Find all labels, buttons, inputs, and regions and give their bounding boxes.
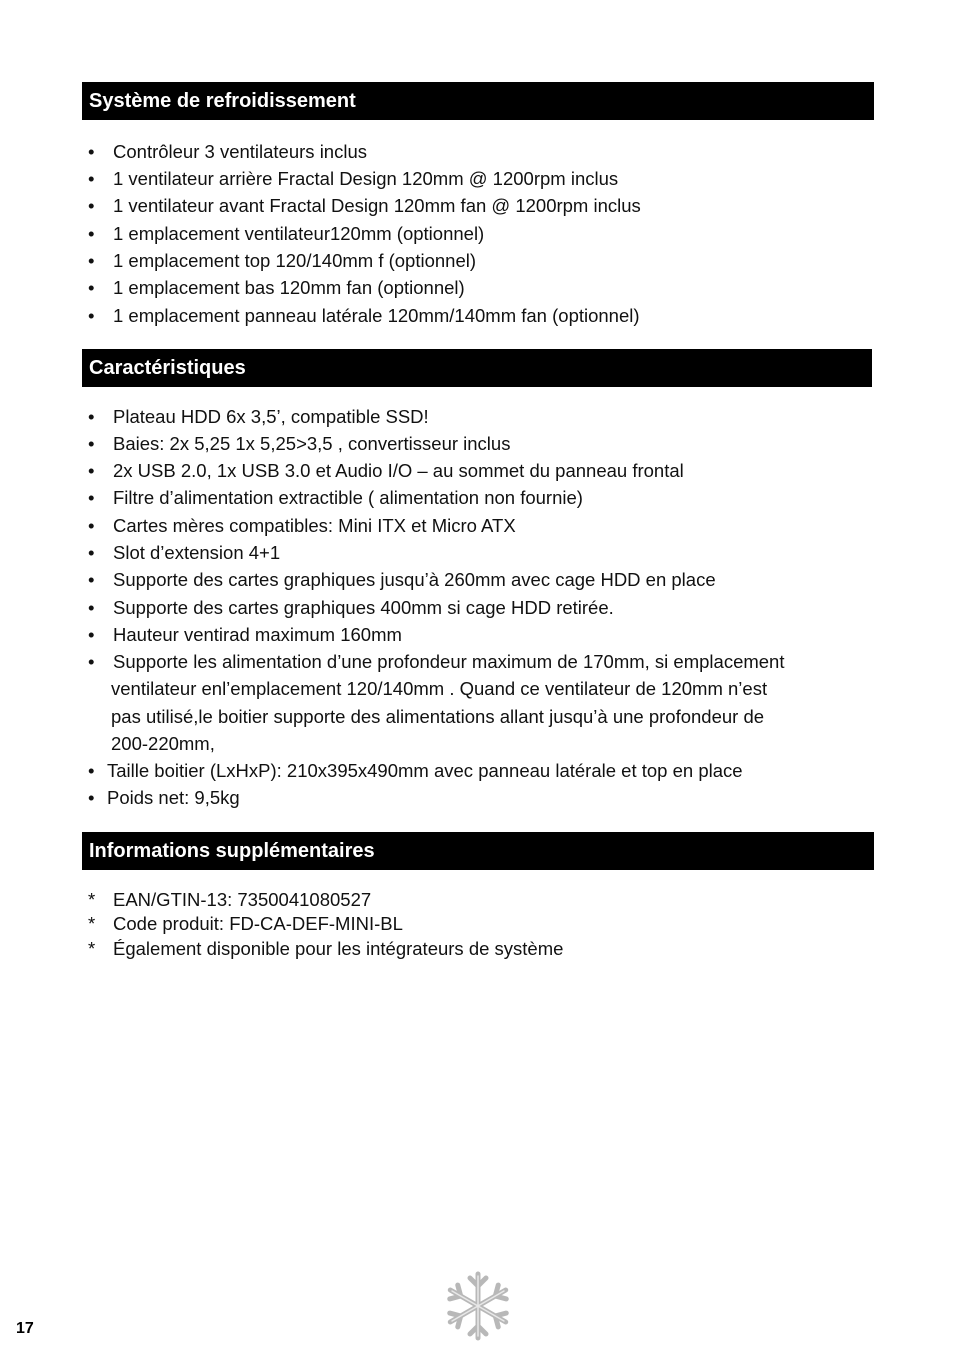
- list-item-continuation: 200-220mm,: [111, 733, 215, 754]
- list-item-text: Taille boitier (LxHxP): 210x395x490mm avec panneau latérale et top en place: [107, 760, 743, 781]
- list-item-text: 1 emplacement bas 120mm fan (optionnel): [113, 277, 465, 298]
- bullet: •: [88, 305, 95, 326]
- list-item-text: EAN/GTIN-13: 7350041080527: [113, 889, 372, 910]
- bullet: •: [88, 460, 95, 481]
- star-bullet: *: [88, 938, 96, 959]
- list-item-text: Cartes mères compatibles: Mini ITX et Micro ATX: [113, 515, 516, 536]
- bullet: •: [88, 624, 95, 645]
- list-item-text: 1 ventilateur arrière Fractal Design 120mm @ 1200rpm inclus: [113, 168, 619, 189]
- list-item-text: Plateau HDD 6x 3,5’, compatible SSD!: [113, 406, 429, 427]
- list-item-text: Également disponible pour les intégrateurs de système: [113, 938, 564, 959]
- bullet: •: [88, 433, 95, 454]
- list-item-text: Filtre d’alimentation extractible ( alimentation non fournie): [113, 487, 583, 508]
- bullet: •: [88, 223, 95, 244]
- bullet: •: [88, 487, 95, 508]
- list-item-text: Code produit: FD-CA-DEF-MINI-BL: [113, 913, 403, 934]
- page-number: 17: [16, 1320, 34, 1337]
- list-item-text: 1 emplacement top 120/140mm f (optionnel): [113, 250, 477, 271]
- star-bullet: *: [88, 889, 96, 910]
- list-item-text: Supporte les alimentation d’une profondeur maximum de 170mm, si emplacement: [113, 651, 785, 672]
- list-item-text: Supporte des cartes graphiques 400mm si cage HDD retirée.: [113, 597, 614, 618]
- bullet: •: [88, 787, 95, 808]
- list-item-text: Baies: 2x 5,25 1x 5,25>3,5 , convertisseur inclus: [113, 433, 511, 454]
- section-header-info: Informations supplémentaires: [82, 832, 874, 870]
- bullet: •: [88, 569, 95, 590]
- list-item-text: Contrôleur 3 ventilateurs inclus: [113, 141, 367, 162]
- bullet: •: [88, 195, 95, 216]
- list-item-text: 2x USB 2.0, 1x USB 3.0 et Audio I/O – au sommet du panneau frontal: [113, 460, 684, 481]
- bullet: •: [88, 542, 95, 563]
- star-bullet: *: [88, 913, 96, 934]
- bullet: •: [88, 597, 95, 618]
- list-item-text: Slot d’extension 4+1: [113, 542, 281, 563]
- list-item-text: Hauteur ventirad maximum 160mm: [113, 624, 402, 645]
- bullet: •: [88, 277, 95, 298]
- bullet: •: [88, 760, 95, 781]
- bullet: •: [88, 250, 95, 271]
- list-item-text: 1 emplacement ventilateur120mm (optionnel): [113, 223, 485, 244]
- list-item-text: 1 ventilateur avant Fractal Design 120mm fan @ 1200rpm inclus: [113, 195, 641, 216]
- list-item-continuation: ventilateur enl’emplacement 120/140mm . Quand ce ventilateur de 120mm n’est: [111, 678, 768, 699]
- bullet: •: [88, 651, 95, 672]
- snowflake-icon: [444, 1270, 512, 1342]
- list-item-text: 1 emplacement panneau latérale 120mm/140mm fan (optionnel): [113, 305, 640, 326]
- section-header-cooling: Système de refroidissement: [82, 82, 874, 120]
- list-item-text: Poids net: 9,5kg: [107, 787, 240, 808]
- list-item-continuation: pas utilisé,le boitier supporte des alimentations allant jusqu’à une profondeur de: [111, 706, 765, 727]
- list-item-text: Supporte des cartes graphiques jusqu’à 260mm avec cage HDD en place: [113, 569, 716, 590]
- bullet: •: [88, 141, 95, 162]
- bullet: •: [88, 515, 95, 536]
- section-header-features: Caractéristiques: [82, 349, 872, 387]
- bullet: •: [88, 406, 95, 427]
- bullet: •: [88, 168, 95, 189]
